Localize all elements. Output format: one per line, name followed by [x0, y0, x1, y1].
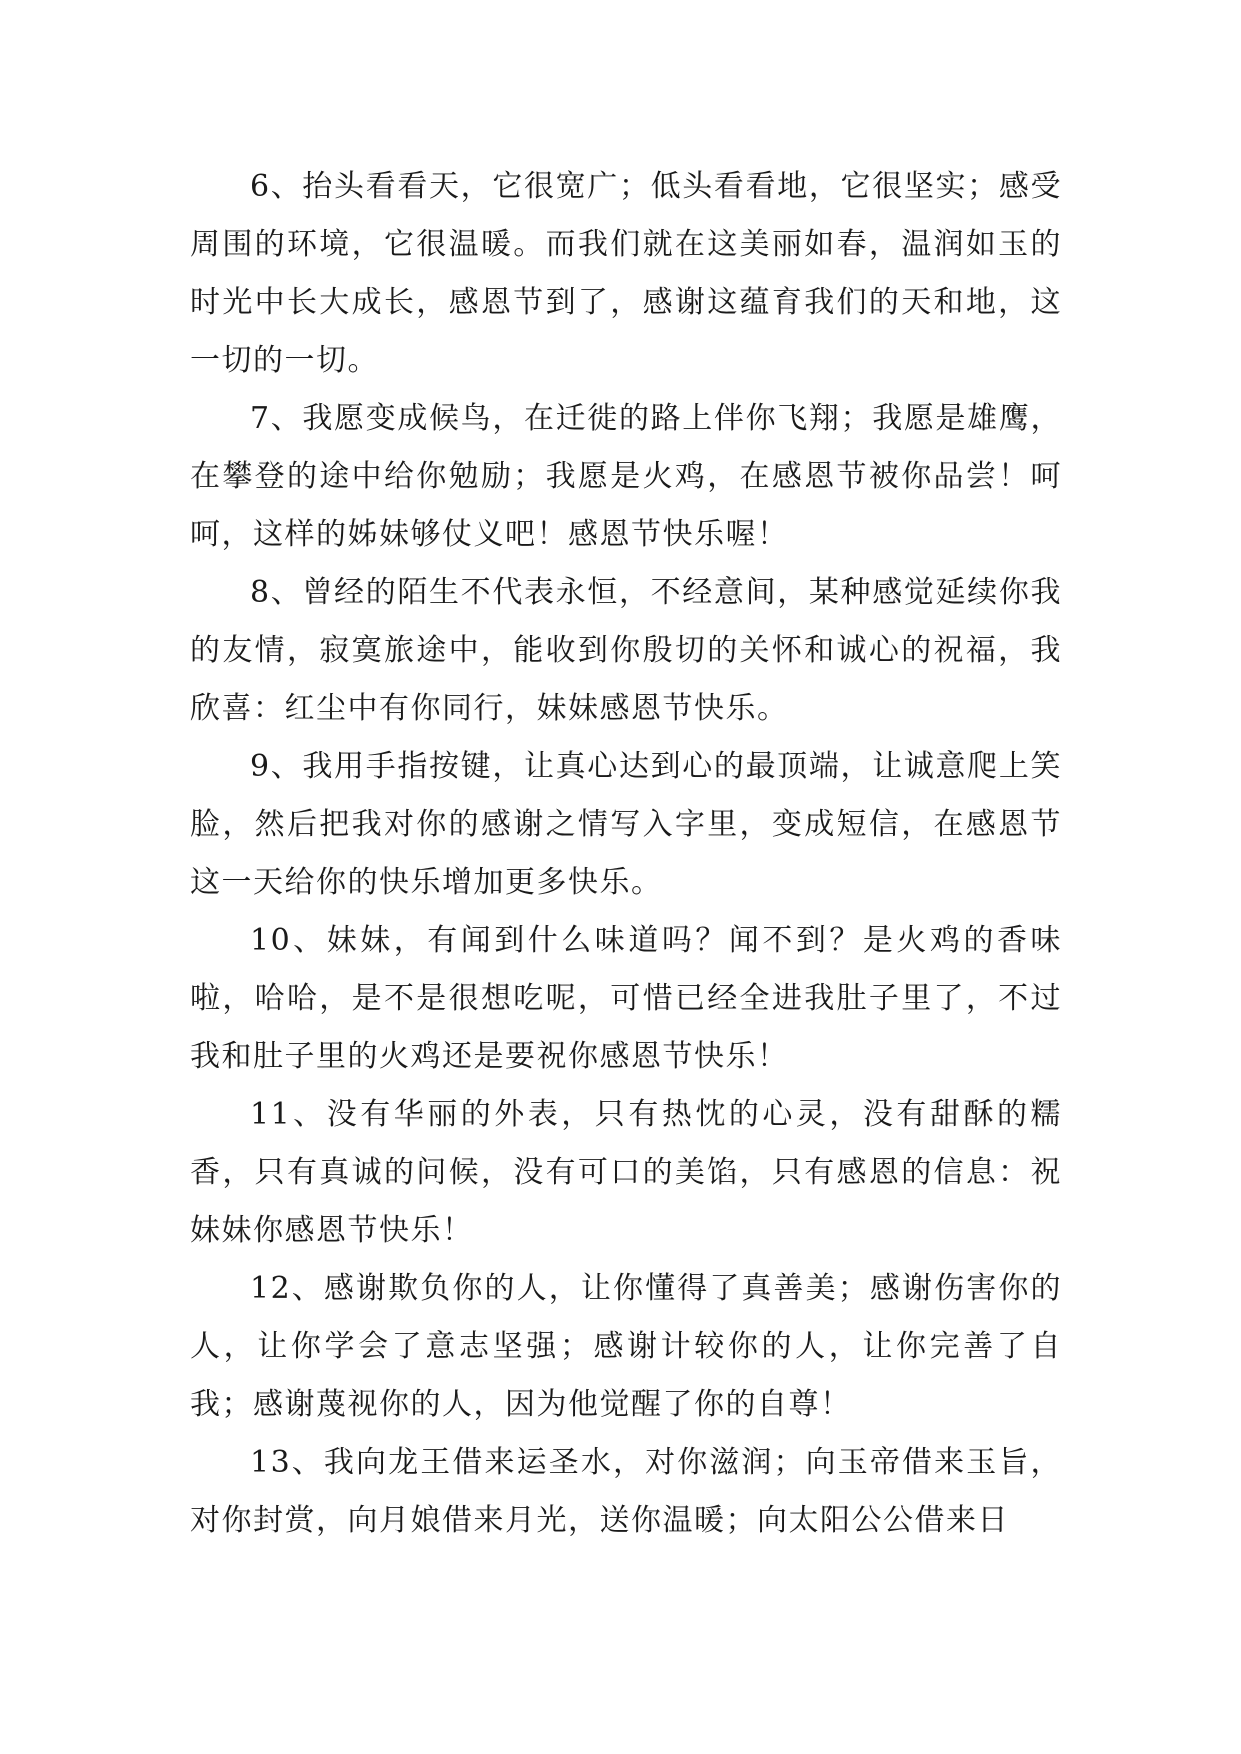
paragraph-6: 6、抬头看看天，它很宽广；低头看看地，它很坚实；感受周围的环境，它很温暖。而我们就在这美丽如春，温润如玉的时光中长大成长，感恩节到了，感谢这蕴育我们的天和地，这一切的一切。	[190, 169, 1062, 378]
paragraph-11: 11、没有华丽的外表，只有热忱的心灵，没有甜酥的糯香，只有真诚的问候，没有可口的美馅，只有感恩的信息：祝妹妹你感恩节快乐！	[190, 1097, 1062, 1248]
paragraph-7: 7、我愿变成候鸟，在迁徙的路上伴你飞翔；我愿是雄鹰，在攀登的途中给你勉励；我愿是火鸡，在感恩节被你品尝！呵呵，这样的姊妹够仗义吧！感恩节快乐喔！	[190, 401, 1062, 552]
paragraph-8: 8、曾经的陌生不代表永恒，不经意间，某种感觉延续你我的友情，寂寞旅途中，能收到你殷切的关怀和诚心的祝福，我欣喜：红尘中有你同行，妹妹感恩节快乐。	[190, 575, 1062, 726]
document-body	[190, 158, 1062, 1550]
paragraph-12: 12、感谢欺负你的人，让你懂得了真善美；感谢伤害你的人，让你学会了意志坚强；感谢计较你的人，让你完善了自我；感谢蔑视你的人，因为他觉醒了你的自尊！	[190, 1271, 1062, 1422]
paragraph-13: 13、我向龙王借来运圣水，对你滋润；向玉帝借来玉旨，对你封赏，向月娘借来月光，送你温暖；向太阳公公借来日	[190, 1445, 1062, 1538]
paragraph-9: 9、我用手指按键，让真心达到心的最顶端，让诚意爬上笑脸，然后把我对你的感谢之情写入字里，变成短信，在感恩节这一天给你的快乐增加更多快乐。	[190, 749, 1062, 900]
paragraph-10: 10、妹妹，有闻到什么味道吗？闻不到？是火鸡的香味啦，哈哈，是不是很想吃呢，可惜已经全进我肚子里了，不过我和肚子里的火鸡还是要祝你感恩节快乐！	[190, 923, 1062, 1074]
